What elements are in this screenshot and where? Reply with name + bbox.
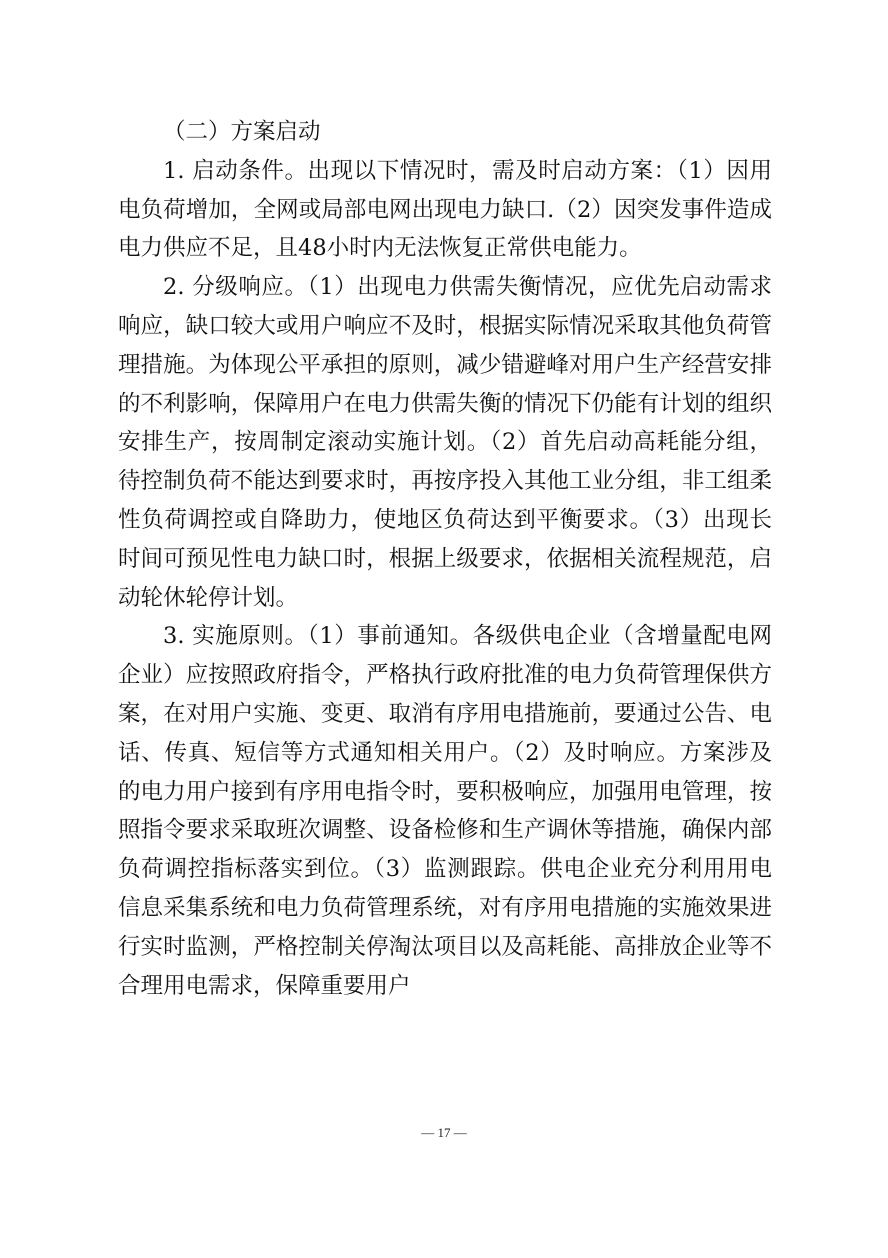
document-body [118,113,772,1005]
page-number: — 17 — [421,1125,467,1140]
paragraph-start-conditions: 1. 启动条件。出现以下情况时，需及时启动方案：（1）因用电负荷增加，全网或局部电网出现电力缺口.（2）因突发事件造成电力供应不足，且48小时内无法恢复正常供电能力。 [118,157,772,262]
paragraph-graded-response: 2. 分级响应。（1）出现电力供需失衡情况，应优先启动需求响应，缺口较大或用户响应不及时，根据实际情况采取其他负荷管理措施。为体现公平承担的原则，减少错避峰对用户生产经营安排的不利影响，保障用户在电力供需失衡的情况下仍能有计划的组织安排生产，按周制定滚动实施计划。（2）首先启动高耗能分组，待控制负荷不能达到要求时，再按序投入其他工业分组，非工组柔性负荷调控或自降助力，使地区负荷达到平衡要求。（3）出现长时间可预见性电力缺口时，根据上级要求，依据相关流程规范，启动轮休轮停计划。 [118,274,772,611]
paragraph-implementation-principles: 3. 实施原则。（1）事前通知。各级供电企业（含增量配电网企业）应按照政府指令，严格执行政府批准的电力负荷管理保供方案，在对用户实施、变更、取消有序用电措施前，要通过公告、电话、传真、短信等方式通知相关用户。（2）及时响应。方案涉及的电力用户接到有序用电指令时，要积极响应，加强用电管理，按照指令要求采取班次调整、设备检修和生产调休等措施，确保内部负荷调控指标落实到位。（3）监测跟踪。供电企业充分利用用电信息采集系统和电力负荷管理系统，对有序用电措施的实施效果进行实时监测，严格控制关停淘汰项目以及高耗能、高排放企业等不合理用电需求，保障重要用户 [118,623,772,999]
section-heading: （二）方案启动 [163,119,321,145]
